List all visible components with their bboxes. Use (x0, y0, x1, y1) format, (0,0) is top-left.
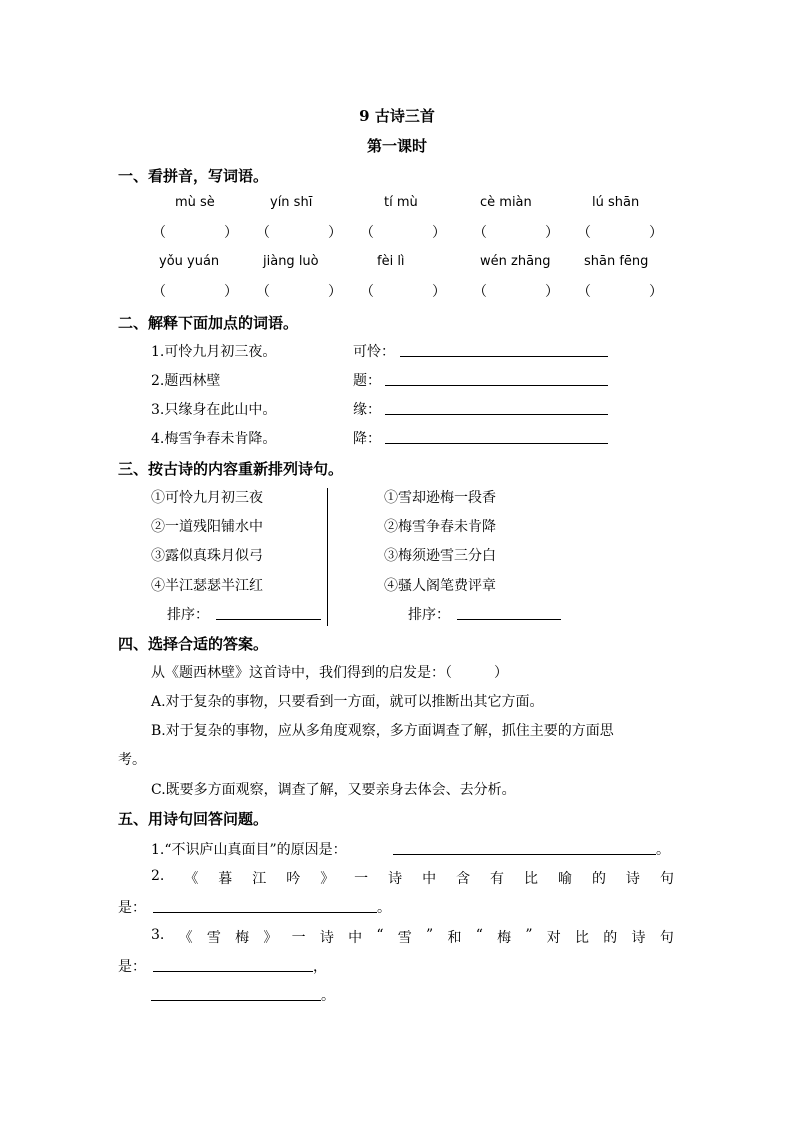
explain-label-3: 缘： (353, 402, 381, 418)
section3-heading: 三、按古诗的内容重新排列诗句。 (118, 460, 344, 478)
paren-open: （ (473, 225, 487, 241)
question-char: 喻 (557, 871, 572, 887)
explain-label-4: 降： (353, 431, 381, 447)
explain-question-1: 1.可怜九月初三夜。 (151, 344, 277, 360)
explain-label-1: 可怜： (353, 344, 395, 360)
question-char: 对 (546, 930, 561, 946)
question-char: 雪 (206, 930, 221, 946)
order-label-right: 排序： (408, 607, 450, 623)
section4-heading: 四、选择合适的答案。 (118, 635, 269, 653)
question-char: 句 (659, 871, 674, 887)
question-5-3 (118, 927, 674, 947)
question-5-1: 1.“不识庐山真面目”的原因是： (151, 842, 347, 858)
question-char: 有 (490, 871, 505, 887)
pinyin-1-3: tí mù (384, 195, 418, 210)
poem-line-left-1: ①可怜九月初三夜 (151, 490, 263, 506)
paren-close: ） (432, 284, 446, 300)
question-char: 句 (659, 930, 674, 946)
poem-line-right-3: ③梅须逊雪三分白 (384, 548, 496, 564)
end-period: 。 (321, 988, 335, 1004)
section1-heading: 一、看拼音，写词语。 (118, 167, 269, 185)
pinyin-2-1: yǒu yuán (159, 254, 220, 269)
question-char: 一 (291, 930, 306, 946)
paren-close: ） (432, 225, 446, 241)
question-char: 一 (354, 871, 369, 887)
poem-line-left-2: ②一道残阳铺水中 (151, 519, 263, 535)
question-char: 和 (447, 930, 462, 946)
question-char: 吟 (286, 871, 301, 887)
paren-open: （ (256, 225, 270, 241)
explain-question-2: 2.题西林壁 (151, 373, 221, 389)
question-char: 中 (348, 930, 363, 946)
order-answer-line[interactable] (216, 619, 321, 620)
question-char: 诗 (388, 871, 403, 887)
paren-open: （ (360, 225, 374, 241)
paren-close: ） (328, 225, 342, 241)
option-c[interactable]: C.既要多方面观察，调查了解，又要亲身去体会、去分析。 (151, 782, 516, 798)
answer-line[interactable] (385, 414, 608, 415)
question-5-2-tail: 是： (118, 900, 146, 916)
paren-close: ） (649, 284, 663, 300)
paren-open: （ (360, 284, 374, 300)
paren-open: （ (152, 225, 166, 241)
question-5-3-tail: 是： (118, 959, 146, 975)
pinyin-2-4: wén zhāng (480, 254, 551, 269)
poem-line-right-4: ④骚人阁笔费评章 (384, 578, 496, 594)
paren-close: ） (328, 284, 342, 300)
section5-heading: 五、用诗句回答问题。 (118, 810, 269, 828)
paren-close: ） (545, 225, 559, 241)
end-period: 。 (656, 842, 670, 858)
explain-label-2: 题： (353, 373, 381, 389)
paren-close: ） (649, 225, 663, 241)
explain-question-4: 4.梅雪争春未肯降。 (151, 431, 277, 447)
question-char: 含 (456, 871, 471, 887)
paren-open: （ (577, 225, 591, 241)
answer-line[interactable] (151, 1000, 321, 1001)
paren-open: （ (473, 284, 487, 300)
question-char: 2. (151, 868, 165, 884)
answer-line[interactable] (393, 854, 656, 855)
question-char: 江 (252, 871, 267, 887)
question-char: 的 (591, 871, 606, 887)
poem-line-right-2: ②梅雪争春未肯降 (384, 519, 496, 535)
page-title: 9 古诗三首 (359, 107, 435, 125)
option-b-continued: 考。 (118, 752, 146, 768)
section2-heading: 二、解释下面加点的词语。 (118, 314, 299, 332)
question-char: 》 (320, 871, 335, 887)
question-char: ” (426, 927, 434, 943)
option-a[interactable]: A.对于复杂的事物，只要看到一方面，就可以推断出其它方面。 (151, 694, 544, 710)
answer-line[interactable] (385, 385, 608, 386)
question-char: 雪 (397, 930, 412, 946)
question-char: 》 (263, 930, 278, 946)
pinyin-2-3: fèi lì (377, 254, 405, 269)
question-5-2 (118, 868, 674, 888)
end-period: 。 (377, 900, 391, 916)
answer-line[interactable] (400, 356, 608, 357)
order-label-left: 排序： (167, 607, 209, 623)
pinyin-1-1: mù sè (175, 195, 215, 210)
question-char: 中 (422, 871, 437, 887)
question-char: 的 (603, 930, 618, 946)
question-char: 暮 (218, 871, 233, 887)
question-char: 比 (575, 930, 590, 946)
paren-open: （ (256, 284, 270, 300)
question-char: 《 (184, 871, 199, 887)
question-char: 《 (178, 930, 193, 946)
question-char: 3. (151, 927, 165, 943)
page-subtitle: 第一课时 (366, 137, 427, 155)
paren-close: ） (224, 284, 238, 300)
pinyin-2-2: jiàng luò (263, 254, 319, 269)
paren-close: ） (545, 284, 559, 300)
paren-open: （ (152, 284, 166, 300)
question-char: 诗 (319, 930, 334, 946)
explain-question-3: 3.只缘身在此山中。 (151, 402, 277, 418)
order-answer-line[interactable] (457, 619, 561, 620)
poem-line-left-3: ③露似真珠月似弓 (151, 548, 263, 564)
poem-line-left-4: ④半江瑟瑟半江红 (151, 578, 263, 594)
answer-line[interactable] (153, 912, 377, 913)
paren-close: ） (224, 225, 238, 241)
question-char: 诗 (631, 930, 646, 946)
poem-line-right-1: ①雪却逊梅一段香 (384, 490, 496, 506)
question-char: “ (376, 927, 384, 943)
choice-question: 从《题西林壁》这首诗中，我们得到的启发是：（ ） (151, 665, 508, 681)
pinyin-1-2: yín shī (270, 195, 313, 210)
pinyin-1-4: cè miàn (480, 195, 532, 210)
question-char: 梅 (497, 930, 512, 946)
option-b[interactable]: B.对于复杂的事物，应从多角度观察，多方面调查了解，抓住主要的方面思 (151, 723, 614, 739)
pinyin-1-5: lú shān (592, 195, 640, 210)
paren-open: （ (577, 284, 591, 300)
question-char: 诗 (625, 871, 640, 887)
answer-line[interactable] (385, 443, 608, 444)
answer-line[interactable] (153, 971, 313, 972)
question-char: “ (475, 927, 483, 943)
pinyin-2-5: shān fēng (584, 254, 649, 269)
question-char: ” (525, 927, 533, 943)
column-divider (327, 488, 328, 626)
comma: ， (313, 959, 327, 975)
question-char: 梅 (235, 930, 250, 946)
question-char: 比 (524, 871, 539, 887)
